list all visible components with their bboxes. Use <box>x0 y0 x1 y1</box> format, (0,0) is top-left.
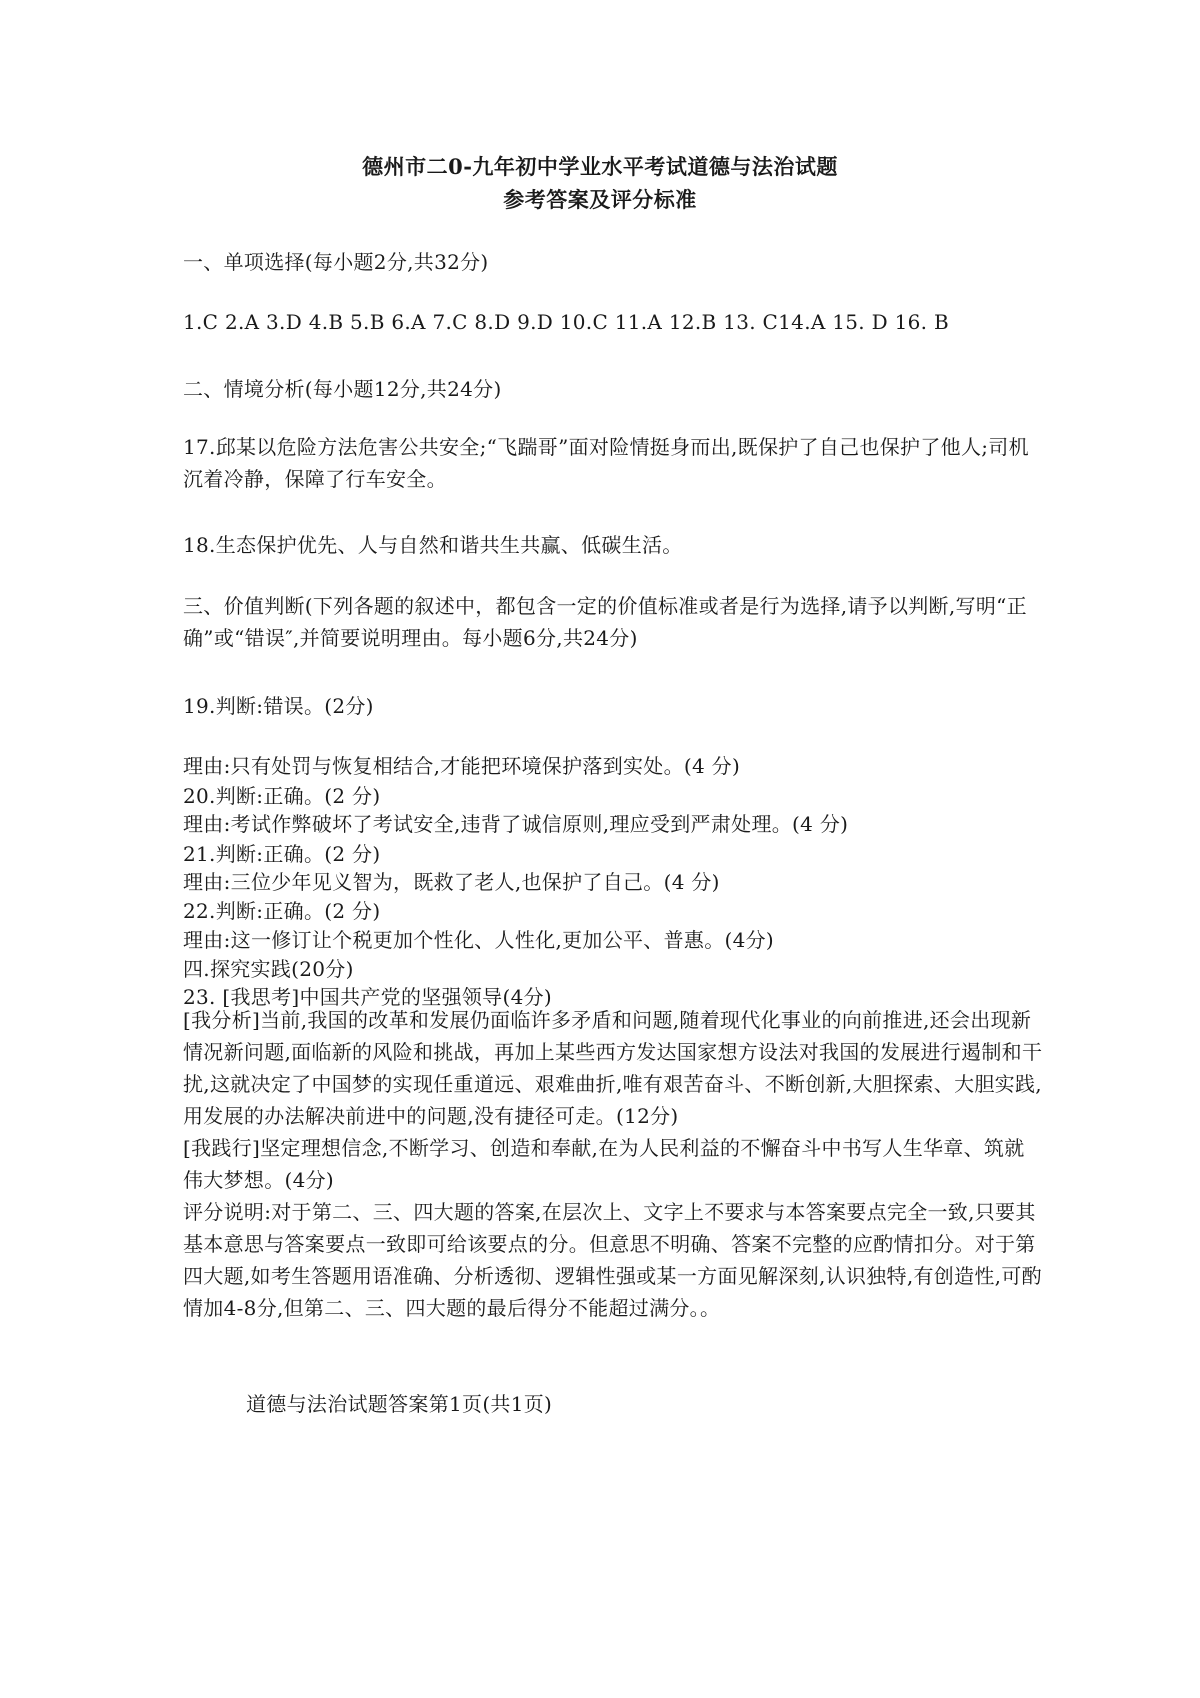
document-title: 德州市二0-九年初中学业水平考试道德与法治试题 <box>362 154 838 179</box>
scoring-note: 评分说明:对于第二、三、四大题的答案,在层次上、文字上不要求与本答案要点完全一致,只要其基本意思与答案要点一致即可给该要点的分。但意思不明确、答案不完整的应酌情扣分。对于第四大题,如考生答题用语准确、分析透彻、逻辑性强或某一方面见解深刻,认识独特,有创造性,可酌情加4-8分,但第二、三、四大题的最后得分不能超过满分。。 <box>183 1200 1042 1320</box>
section4-heading: 四.探究实践(20分) <box>183 957 354 981</box>
question-23-think: 23. [我思考]中国共产党的坚强领导(4分) <box>183 985 552 1009</box>
section1-heading: 一、单项选择(每小题2分,共32分) <box>183 250 489 274</box>
section1-answers: 1.C 2.A 3.D 4.B 5.B 6.A 7.C 8.D 9.D 10.C 11.A 12.B 13. C14.A 15. D 16. B <box>183 310 949 334</box>
question-20-judgement: 20.判断:正确。(2 分) <box>183 784 381 808</box>
question-18-answer: 18.生态保护优先、人与自然和谐共生共赢、低碳生活。 <box>183 533 683 557</box>
page-footer: 道德与法治试题答案第1页(共1页) <box>246 1392 553 1416</box>
question-21-judgement: 21.判断:正确。(2 分) <box>183 842 381 866</box>
section3-heading: 三、价值判断(下列各题的叙述中，都包含一定的价值标准或者是行为选择,请予以判断,写明“正确”或“错误″,并简要说明理由。每小题6分,共24分) <box>183 594 1027 650</box>
question-17-answer: 17.邱某以危险方法危害公共安全;“飞踹哥”面对险情挺身而出,既保护了自己也保护了他人;司机沉着冷静，保障了行车安全。 <box>183 435 1029 491</box>
question-22-judgement: 22.判断:正确。(2 分) <box>183 899 381 923</box>
question-23-analyze: [我分析]当前,我国的改革和发展仍面临许多矛盾和问题,随着现代化事业的向前推进,还会出现新情况新问题,面临新的风险和挑战，再加上某些西方发达国家想方设法对我国的发展进行遏制和干扰,这就决定了中国梦的实现任重道远、艰难曲折,唯有艰苦奋斗、不断创新,大胆探索、大胆实践,用发展的办法解决前进中的问题,没有捷径可走。(12分) <box>183 1008 1043 1128</box>
question-22-reason: 理由:这一修订让个税更加个性化、人性化,更加公平、普惠。(4分) <box>183 928 775 952</box>
question-21-reason: 理由:三位少年见义智为，既救了老人,也保护了自己。(4 分) <box>183 870 720 894</box>
question-19-reason: 理由:只有处罚与恢复相结合,才能把环境保护落到实处。(4 分) <box>183 754 741 778</box>
question-19-judgement: 19.判断:错误。(2分) <box>183 694 374 718</box>
question-20-reason: 理由:考试作弊破坏了考试安全,违背了诚信原则,理应受到严肃处理。(4 分) <box>183 812 849 836</box>
document-subtitle: 参考答案及评分标准 <box>503 187 697 212</box>
section2-heading: 二、情境分析(每小题12分,共24分) <box>183 377 502 401</box>
question-23-practice: [我践行]坚定理想信念,不断学习、创造和奉献,在为人民利益的不懈奋斗中书写人生华章、筑就伟大梦想。(4分) <box>183 1136 1025 1192</box>
